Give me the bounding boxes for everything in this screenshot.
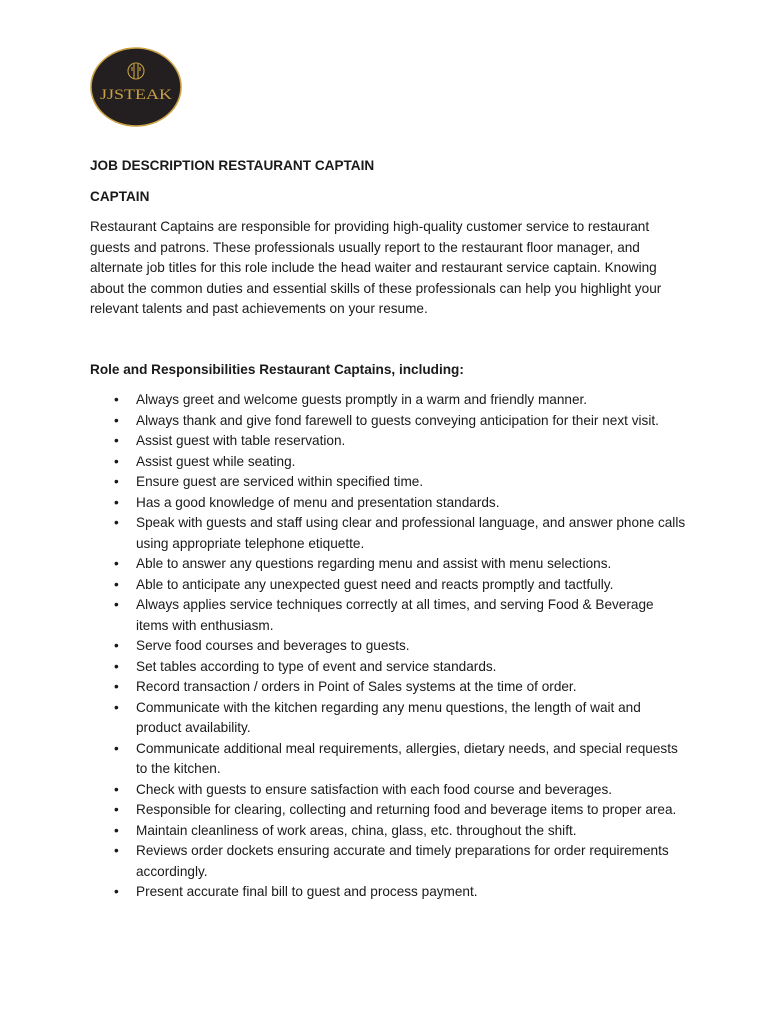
duty-item: • Present accurate final bill to guest and process payment. bbox=[90, 882, 686, 903]
duty-item: • Ensure guest are serviced within specified time. bbox=[90, 472, 686, 493]
duty-item: • Serve food courses and beverages to guests. bbox=[90, 636, 686, 657]
document-body bbox=[90, 156, 690, 903]
duty-item: • Check with guests to ensure satisfaction with each food course and beverages. bbox=[90, 780, 686, 801]
duty-item: • Always greet and welcome guests promptly in a warm and friendly manner. bbox=[90, 390, 686, 411]
duties-list bbox=[90, 390, 690, 903]
duty-item: • Always applies service techniques correctly at all times, and serving Food & Beverage items with enthusiasm. bbox=[90, 595, 686, 636]
duty-item: • Able to anticipate any unexpected guest need and reacts promptly and tactfully. bbox=[90, 575, 686, 596]
jjsteak-logo bbox=[90, 47, 182, 127]
section-heading: Role and Responsibilities Restaurant Captains, including: bbox=[90, 361, 464, 377]
duty-item: • Reviews order dockets ensuring accurate and timely preparations for order requirements accordingly. bbox=[90, 841, 686, 882]
duty-item: • Set tables according to type of event and service standards. bbox=[90, 657, 686, 678]
intro-paragraph: Restaurant Captains are responsible for providing high-quality customer service to restaurant guests and patrons. These professionals usually report to the restaurant floor manager, and alternate job titles for this role include the head waiter and restaurant service captain. Knowing about the common duties and essential skills of these professionals can help you highlight your relevant talents and past achievements on your resume. bbox=[90, 219, 662, 316]
duty-item: • Communicate additional meal requirements, allergies, dietary needs, and special requests to the kitchen. bbox=[90, 739, 686, 780]
duty-item: • Able to answer any questions regarding menu and assist with menu selections. bbox=[90, 554, 686, 575]
logo-wordmark: JJSTEAK bbox=[100, 87, 173, 103]
document-title: JOB DESCRIPTION RESTAURANT CAPTAIN bbox=[90, 158, 375, 173]
duty-item: • Has a good knowledge of menu and presentation standards. bbox=[90, 493, 686, 514]
duty-item: • Assist guest with table reservation. bbox=[90, 431, 686, 452]
duty-item: • Communicate with the kitchen regarding any menu questions, the length of wait and product availability. bbox=[90, 698, 686, 739]
duty-item: • Record transaction / orders in Point of Sales systems at the time of order. bbox=[90, 677, 686, 698]
document-subtitle: CAPTAIN bbox=[90, 188, 150, 204]
duty-item: • Assist guest while seating. bbox=[90, 452, 686, 473]
duty-item: • Speak with guests and staff using clear and professional language, and answer phone calls using appropriate telephone etiquette. bbox=[90, 513, 686, 554]
duty-item: • Always thank and give fond farewell to guests conveying anticipation for their next visit. bbox=[90, 411, 686, 432]
duty-item: • Responsible for clearing, collecting and returning food and beverage items to proper area. bbox=[90, 800, 686, 821]
duty-item: • Maintain cleanliness of work areas, china, glass, etc. throughout the shift. bbox=[90, 821, 686, 842]
